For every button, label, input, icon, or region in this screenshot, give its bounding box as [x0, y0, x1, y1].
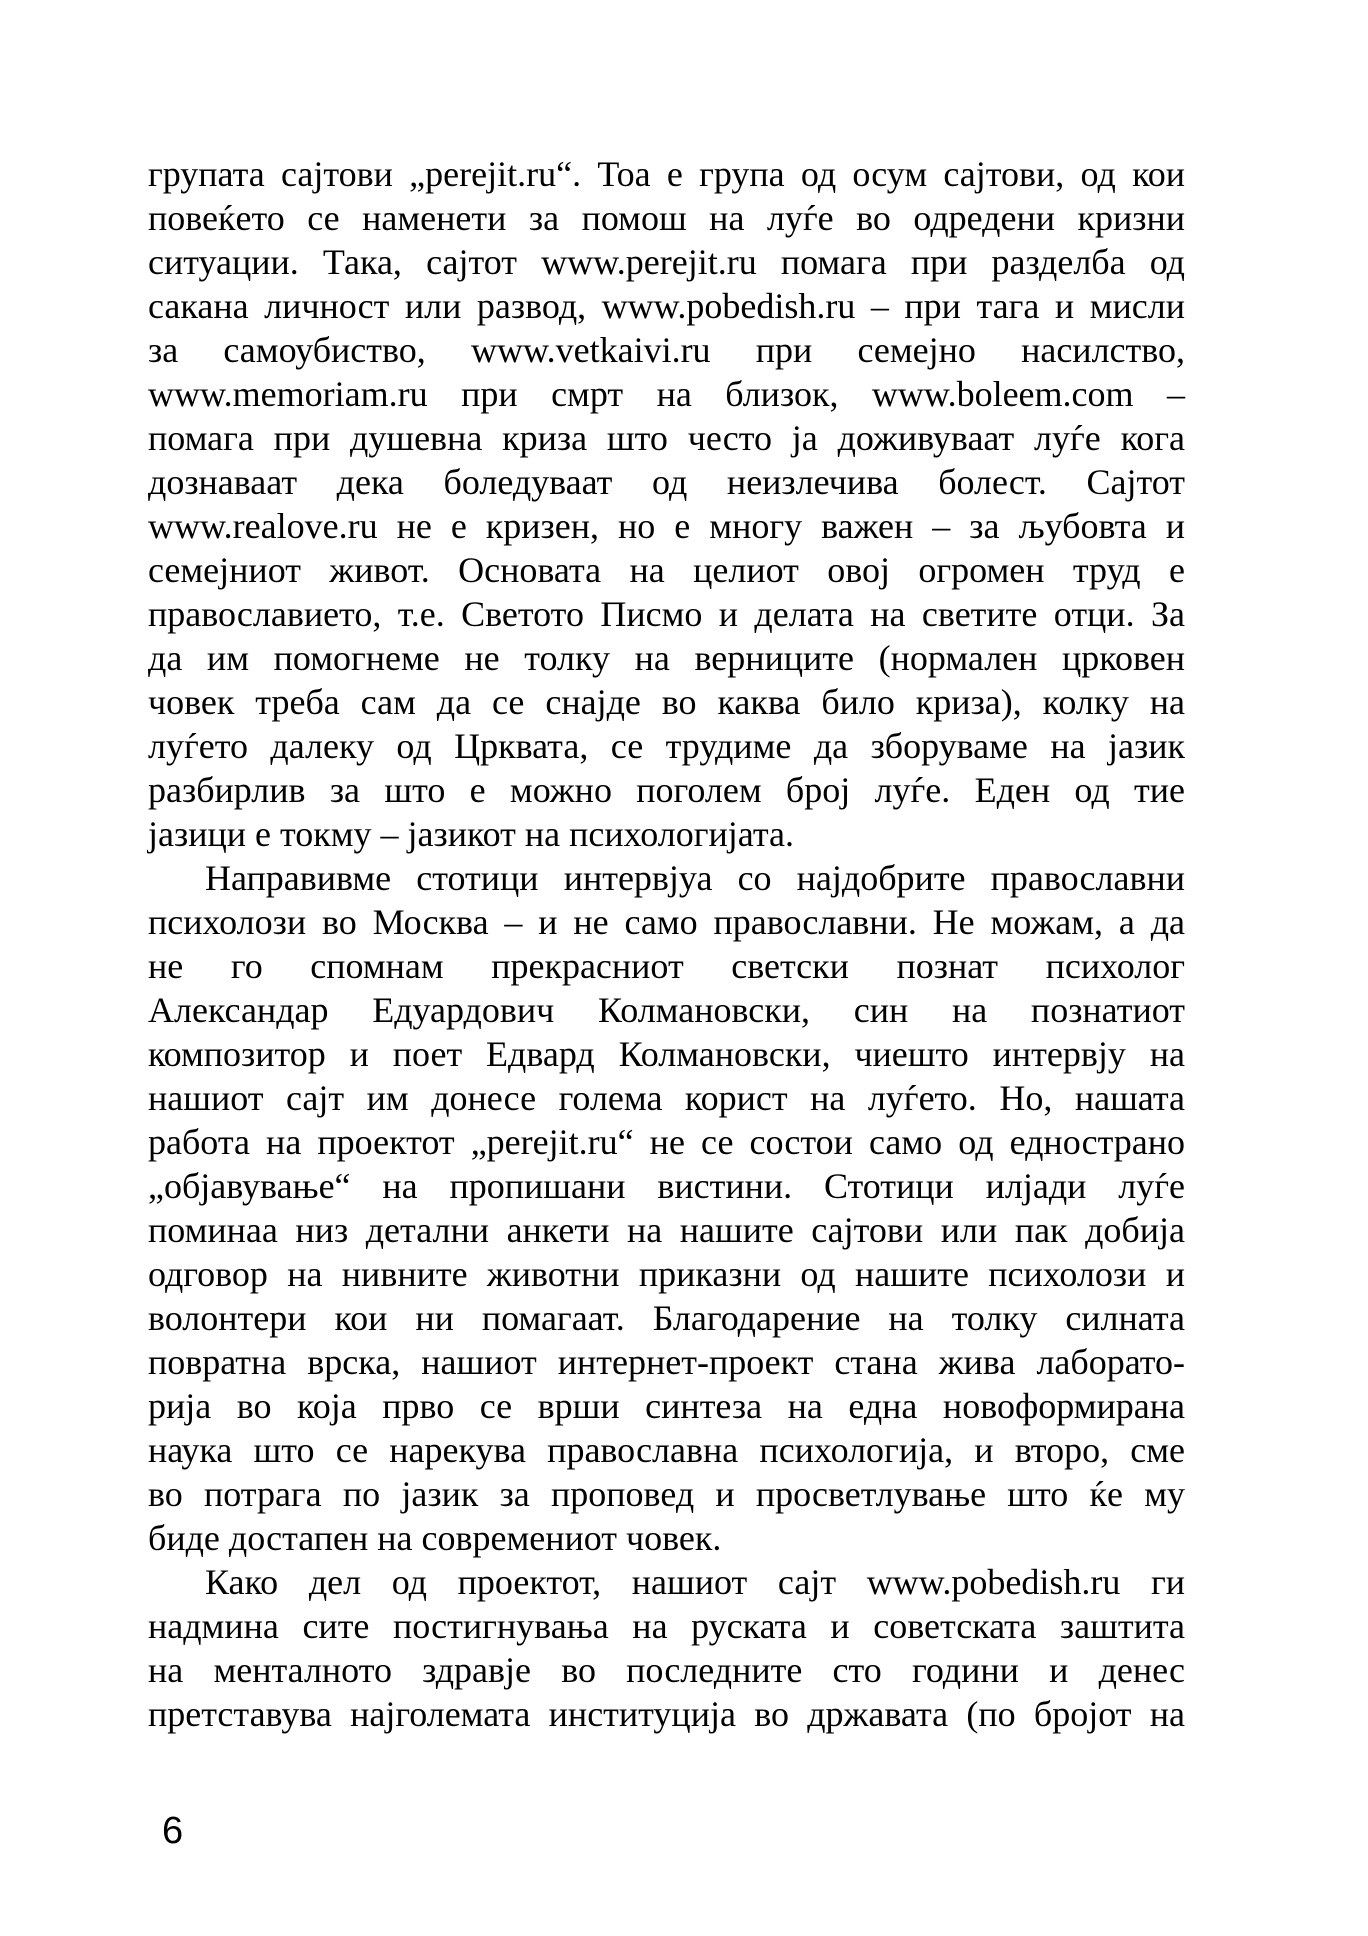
text-line: надмина сите постигнувања на руската и советската заштита	[148, 1606, 1185, 1646]
text-line: www.realove.ru не е кризен, но е многу важен – за љубовта и	[148, 506, 1185, 546]
text-line: Направивме стотици интервјуа со најдобрите православни	[205, 858, 1185, 898]
text-line: семејниот живот. Основата на целиот овој огромен труд е	[148, 550, 1185, 590]
text-line: Како дел од проектот, нашиот сајт www.pobedish.ru ги	[205, 1562, 1185, 1602]
text-line: www.memoriam.ru при смрт на близок, www.boleem.com –	[148, 374, 1185, 414]
text-block	[148, 152, 1185, 1736]
text-line: рија во која прво се врши синтеза на една новоформирана	[148, 1386, 1185, 1426]
text-line: не го спомнам прекрасниот светски познат психолог	[148, 946, 1185, 986]
text-line: човек треба сам да се снајде во каква било криза), колку на	[148, 682, 1185, 722]
text-line: нашиот сајт им донесе голема корист на луѓето. Но, нашата	[148, 1078, 1185, 1118]
text-line: ситуации. Така, сајтот www.perejit.ru помага при разделба од	[148, 242, 1185, 282]
text-line: повратна врска, нашиот интернет-проект стана жива лаборато-	[148, 1342, 1185, 1382]
text-line: луѓето далеку од Црквата, се трудиме да зборуваме на јазик	[148, 726, 1185, 766]
text-line: групата сајтови „perejit.ru“. Тоа е група од осум сајтови, од кои	[148, 154, 1185, 194]
text-line: волонтери кои ни помагаат. Благодарение на толку силната	[148, 1298, 1185, 1338]
text-line: одговор на нивните животни приказни од нашите психолози и	[148, 1254, 1185, 1294]
page-number: 6	[162, 1810, 184, 1852]
text-line: за самоубиство, www.vetkaivi.ru при семејно насилство,	[148, 330, 1185, 370]
text-line: да им помогнеме не толку на верниците (нормален црковен	[148, 638, 1185, 678]
text-line: „објавување“ на пропишани вистини. Стотици илјади луѓе	[148, 1166, 1185, 1206]
text-line: композитор и поет Едвард Колмановски, чиешто интервју на	[148, 1034, 1185, 1074]
text-line: помага при душевна криза што често ја доживуваат луѓе кога	[148, 418, 1185, 458]
text-line: дознаваат дека боледуваат од неизлечива болест. Сајтот	[148, 462, 1185, 502]
text-line: разбирлив за што е можно поголем број луѓе. Еден од тие	[148, 770, 1185, 810]
text-line: биде достапен на современиот човек.	[148, 1518, 722, 1558]
text-line: во потрага по јазик за проповед и просветлување што ќе му	[148, 1474, 1185, 1514]
text-line: психолози во Москва – и не само православни. Не можам, а да	[148, 902, 1185, 942]
text-line: претставува најголемата институција во државата (по бројот на	[148, 1694, 1185, 1734]
text-line: јазици е токму – јазикот на психологијата.	[148, 814, 794, 854]
text-line: работа на проектот „perejit.ru“ не се состои само од еднострано	[148, 1122, 1185, 1162]
text-line: православието, т.е. Светото Писмо и делата на светите отци. За	[148, 594, 1185, 634]
text-line: на менталното здравје во последните сто години и денес	[148, 1650, 1185, 1690]
text-line: повеќето се наменети за помош на луѓе во одредени кризни	[148, 198, 1185, 238]
text-line: поминаа низ детални анкети на нашите сајтови или пак добија	[148, 1210, 1185, 1250]
text-line: Александар Едуардович Колмановски, син на познатиот	[148, 990, 1185, 1030]
text-line: сакана личност или развод, www.pobedish.ru – при тага и мисли	[148, 286, 1185, 326]
text-line: наука што се нарекува православна психологија, и второ, сме	[148, 1430, 1185, 1470]
